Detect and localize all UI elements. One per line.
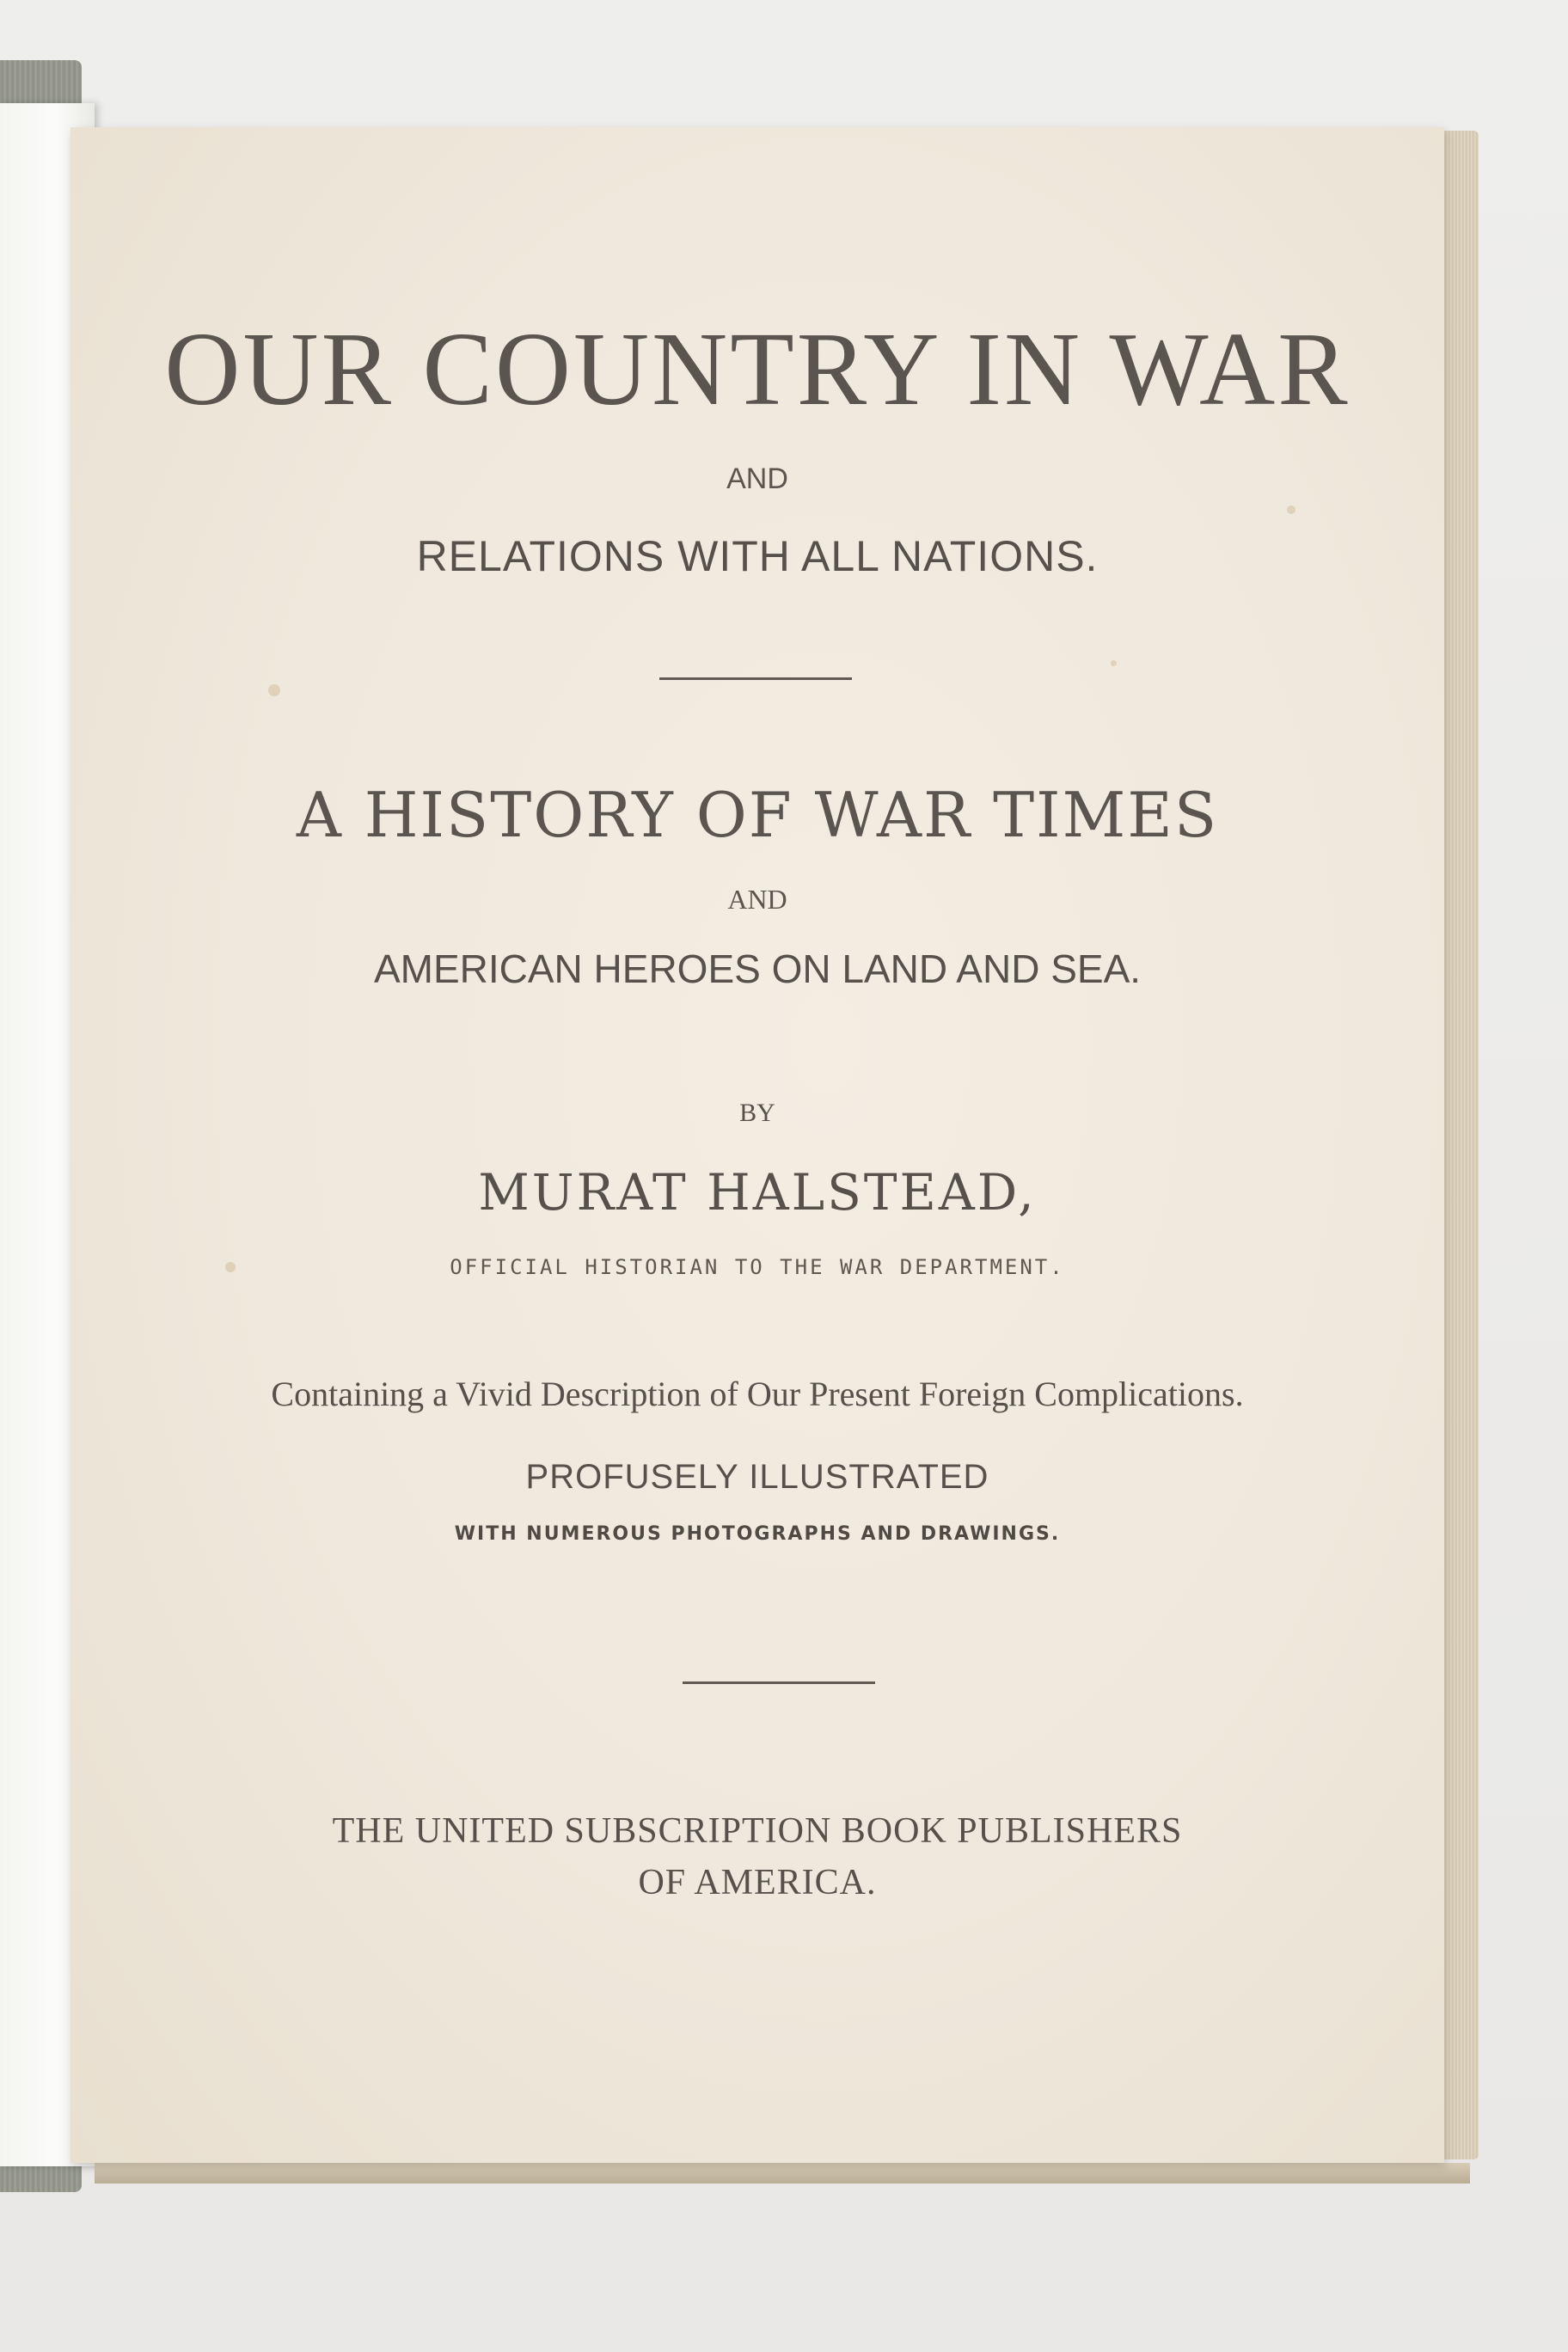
foxing-spot (1111, 660, 1117, 666)
page-block-bottom (95, 2163, 1470, 2184)
main-title: OUR COUNTRY IN WAR (164, 311, 1351, 427)
photographs-line: WITH NUMEROUS PHOTOGRAPHS AND DRAWINGS. (454, 1523, 1061, 1545)
subtitle: A HISTORY OF WAR TIMES (296, 779, 1219, 851)
author-name: MURAT HALSTEAD, (478, 1163, 1037, 1222)
foxing-spot (1287, 505, 1295, 514)
publisher-line-1: THE UNITED SUBSCRIPTION BOOK PUBLISHERS (332, 1811, 1183, 1851)
title-page (70, 127, 1444, 2163)
foxing-spot (268, 684, 280, 696)
description-line: Containing a Vivid Description of Our Present Foreign Complications. (271, 1375, 1244, 1413)
conjunction-and: AND (726, 462, 788, 495)
by-line: BY (739, 1099, 775, 1127)
publisher-line-2: OF AMERICA. (638, 1863, 877, 1902)
title-line-relations: RELATIONS WITH ALL NATIONS. (416, 532, 1099, 580)
divider-rule (683, 1681, 875, 1684)
page-block-edge (1444, 131, 1479, 2159)
author-position: OFFICIAL HISTORIAN TO THE WAR DEPARTMENT. (450, 1255, 1065, 1279)
divider-rule (659, 677, 852, 680)
illustrated-line: PROFUSELY ILLUSTRATED (525, 1458, 989, 1496)
conjunction-and: AND (727, 884, 787, 915)
subtitle-line-heroes: AMERICAN HEROES ON LAND AND SEA. (373, 946, 1142, 991)
